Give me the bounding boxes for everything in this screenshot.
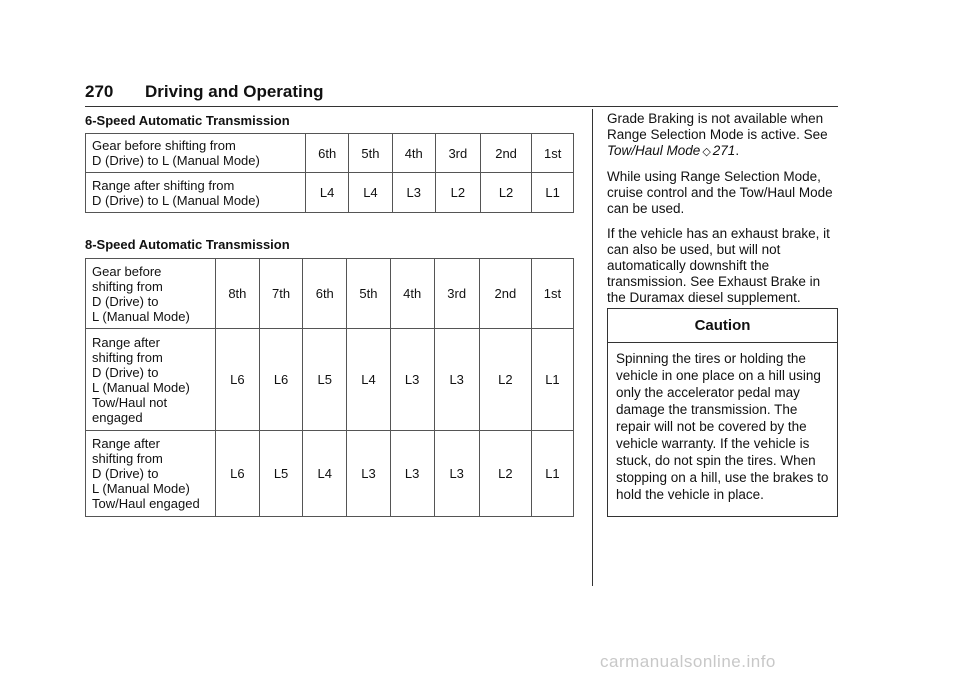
table-cell: L3 [390,431,434,517]
table-cell: L2 [479,431,531,517]
table-cell: 5th [349,134,392,173]
tow-haul-mode-link[interactable]: Tow/Haul Mode [607,143,701,158]
table-cell: L4 [347,329,391,431]
page-number: 270 [85,82,114,101]
table-cell: L6 [259,329,303,431]
table-row [86,259,574,329]
table-cell: L6 [216,431,260,517]
table-cell: L4 [303,431,347,517]
table-cell: 4th [390,259,434,329]
table-cell: 1st [532,134,574,173]
table-cell: L3 [390,329,434,431]
table-cell: 1st [531,259,573,329]
table-cell: 3rd [435,134,480,173]
table-cell: L4 [306,173,349,213]
table-cell: L1 [532,173,574,213]
eight-speed-title: 8-Speed Automatic Transmission [85,237,290,252]
grade-braking-paragraph [607,111,839,160]
row-header: Range after shifting from D (Drive) to L (Manual Mode) [86,173,306,213]
exhaust-brake-paragraph: If the vehicle has an exhaust brake, it can also be used, but will not automatically downshift the transmission. See Exhaust Brake in the Duramax diesel supplement. [607,226,830,305]
page-title: Driving and Operating [145,82,324,101]
table-cell: L5 [259,431,303,517]
row-header: Gear before shifting from D (Drive) to L (Manual Mode) [86,259,216,329]
column-divider [592,109,593,586]
table-cell: 6th [303,259,347,329]
caution-title: Caution [608,309,837,343]
table-cell: 2nd [480,134,532,173]
table-cell: L5 [303,329,347,431]
table-cell: L4 [349,173,392,213]
table-row [86,173,574,213]
paragraph-text: Grade Braking is not available when Range Selection Mode is active. See [607,111,828,142]
table-cell: 5th [347,259,391,329]
table-row [86,431,574,517]
table-cell: L2 [480,173,532,213]
table-cell: L6 [216,329,260,431]
period: . [735,143,740,158]
range-selection-paragraph: While using Range Selection Mode, cruise control and the Tow/Haul Mode can be used. [607,169,833,216]
caution-box [607,308,838,517]
table-row [86,329,574,431]
page-ref-number[interactable]: 271 [712,143,736,158]
table-cell: L3 [347,431,391,517]
right-column [607,111,839,315]
page-header [85,80,838,107]
table-cell: 2nd [479,259,531,329]
table-cell: L1 [531,329,573,431]
table-row [86,134,574,173]
six-speed-title: 6-Speed Automatic Transmission [85,113,290,128]
table-cell: 4th [392,134,435,173]
table-cell: L3 [434,329,479,431]
row-header: Range after shifting from D (Drive) to L (Manual Mode) Tow/Haul not engaged [86,329,216,431]
row-header: Gear before shifting from D (Drive) to L (Manual Mode) [86,134,306,173]
page-ref-icon: ◇ [702,146,711,158]
watermark: carmanualsonline.info [600,652,776,671]
eight-speed-table [85,258,574,517]
table-cell: 8th [216,259,260,329]
table-cell: L1 [531,431,573,517]
table-cell: L2 [435,173,480,213]
table-cell: L2 [479,329,531,431]
table-cell: 3rd [434,259,479,329]
table-cell: L3 [392,173,435,213]
table-cell: L3 [434,431,479,517]
table-cell: 6th [306,134,349,173]
caution-body: Spinning the tires or holding the vehicle in one place on a hill using only the accelerator pedal may damage the transmission. The repair will not be covered by the vehicle warranty. If the vehicle is stuck, do not spin the tires. When stopping on a hill, use the brakes to hold the vehicle in place. [616,351,829,502]
table-cell: 7th [259,259,303,329]
six-speed-table [85,133,574,213]
row-header: Range after shifting from D (Drive) to L (Manual Mode) Tow/Haul engaged [86,431,216,517]
